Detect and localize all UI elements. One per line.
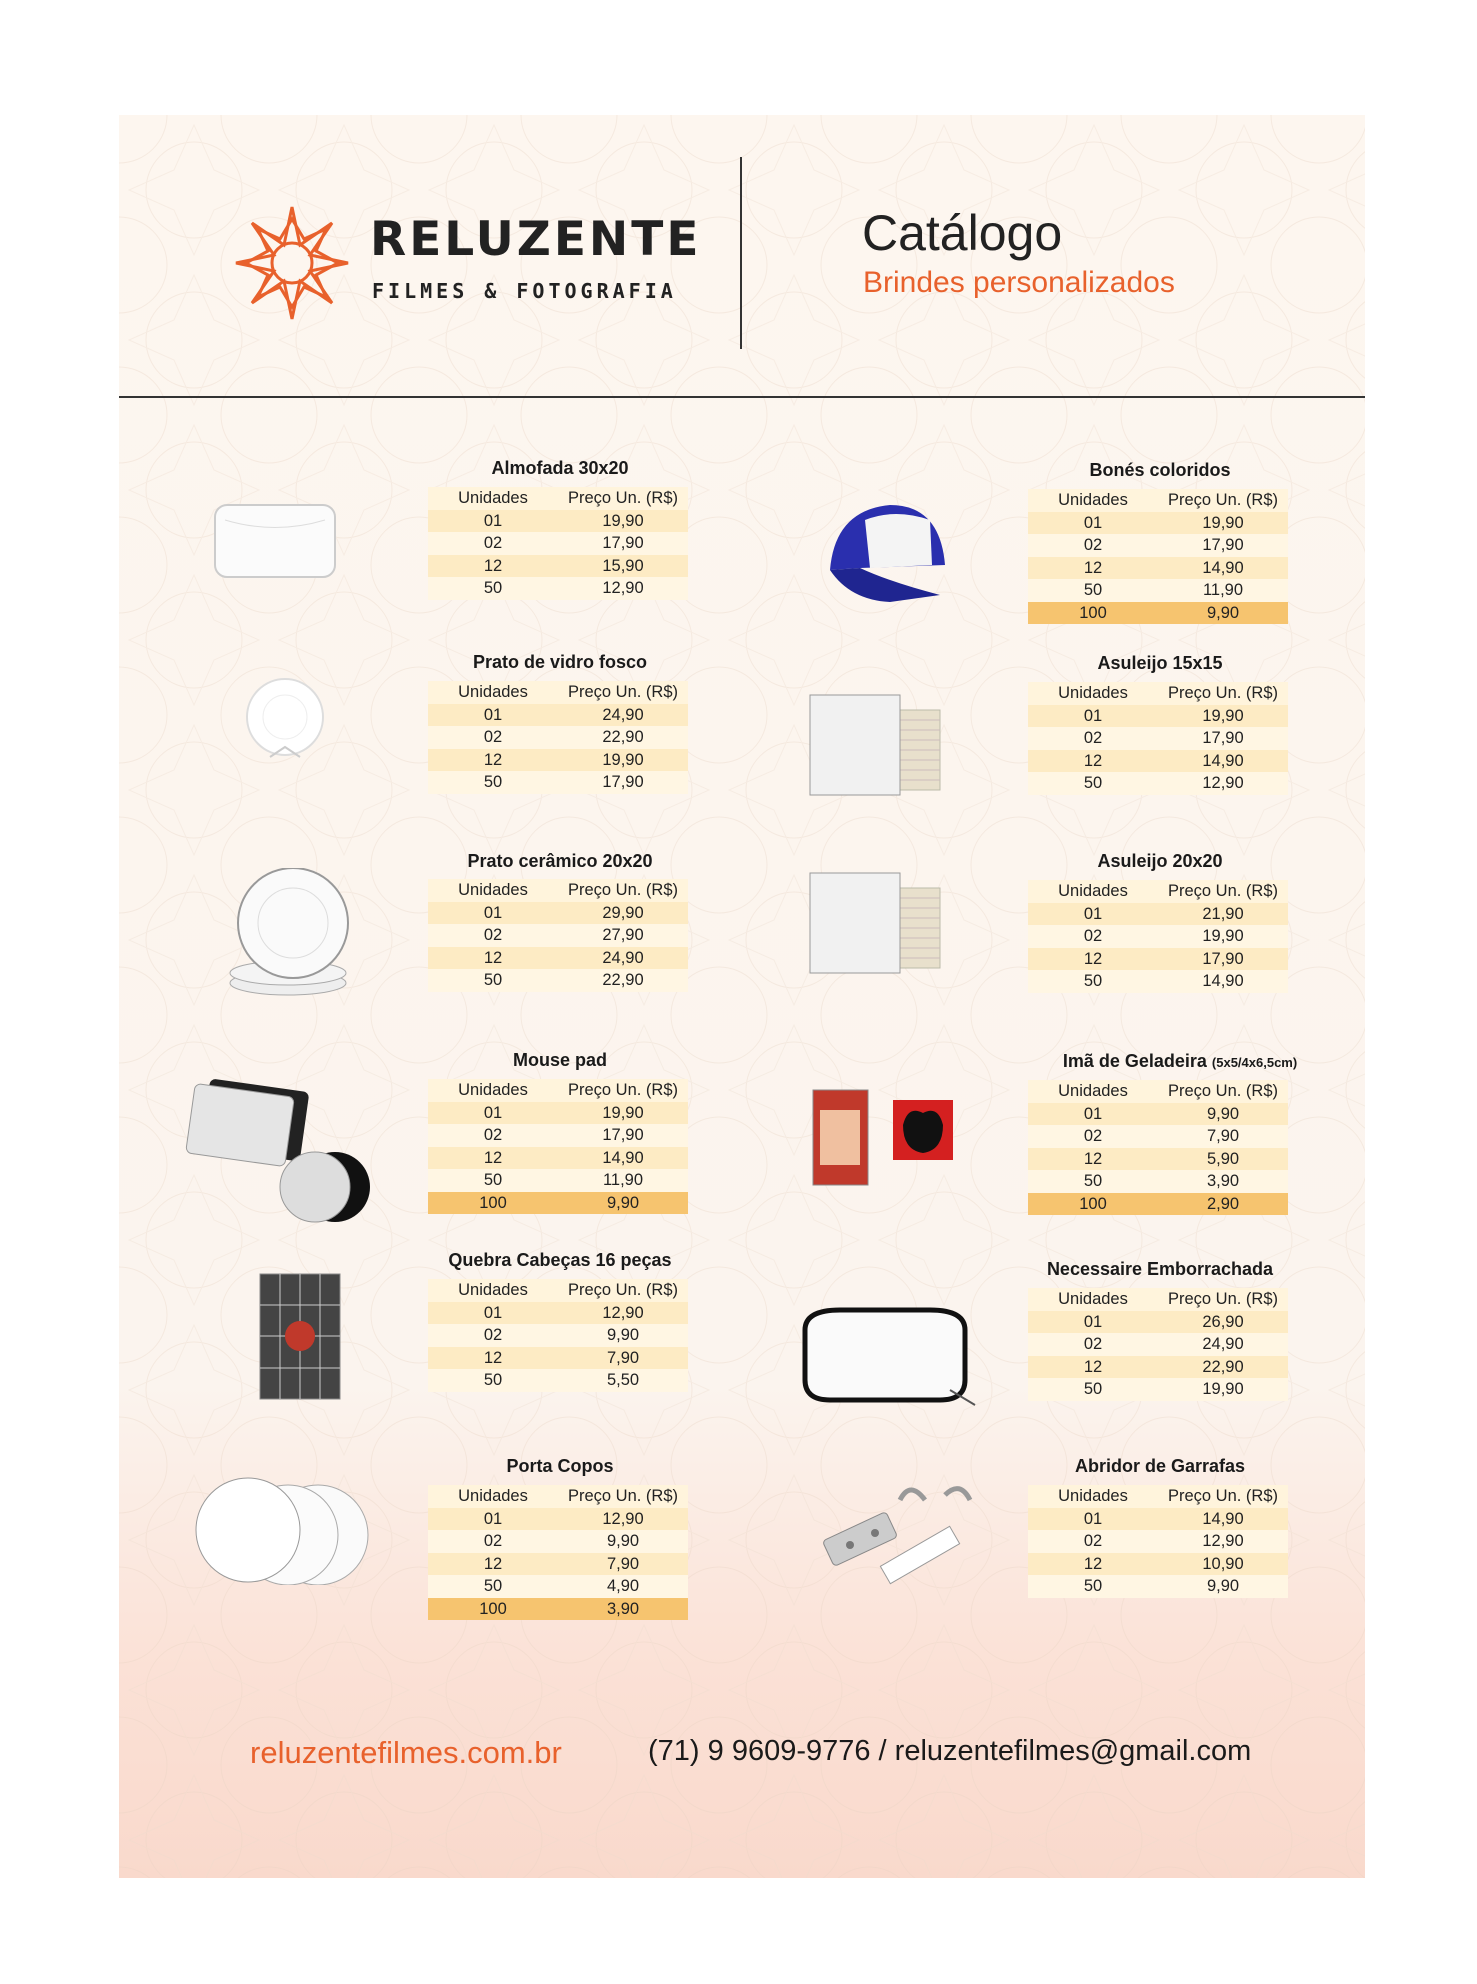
website-link[interactable]: reluzentefilmes.com.br bbox=[250, 1735, 562, 1770]
table-row bbox=[428, 1530, 688, 1553]
table-header-row bbox=[1028, 1080, 1288, 1103]
table-row bbox=[1028, 705, 1288, 728]
table-row bbox=[1028, 1125, 1288, 1148]
product-title bbox=[1050, 1051, 1310, 1072]
units-cell: 100 bbox=[1079, 1194, 1107, 1213]
price-cell: 14,90 bbox=[1202, 972, 1244, 990]
price-table bbox=[428, 1279, 688, 1392]
table-row bbox=[1028, 772, 1288, 795]
price-cell: 19,90 bbox=[1202, 1380, 1244, 1398]
product-title-text: Mouse pad bbox=[512, 1050, 607, 1070]
table-row bbox=[428, 1598, 688, 1621]
price-cell: 29,90 bbox=[602, 903, 644, 922]
units-header: Unidades bbox=[1058, 1290, 1128, 1308]
price-cell: 12,90 bbox=[602, 1509, 644, 1528]
table-header-row bbox=[428, 681, 688, 704]
page-subtitle: Brindes personalizados bbox=[863, 266, 1175, 299]
tile-image bbox=[805, 868, 955, 983]
units-cell: 02 bbox=[483, 1532, 503, 1550]
table-header-row bbox=[1028, 489, 1288, 512]
price-cell: 15,90 bbox=[602, 556, 644, 575]
units-cell: 12 bbox=[1083, 1357, 1103, 1376]
table-row bbox=[1028, 1508, 1288, 1531]
price-cell: 17,90 bbox=[1202, 949, 1244, 968]
pillow-image bbox=[205, 490, 345, 590]
product-title bbox=[430, 652, 690, 673]
table-row bbox=[1028, 1148, 1288, 1171]
units-cell: 50 bbox=[483, 579, 503, 597]
price-cell: 14,90 bbox=[1202, 558, 1244, 577]
table-row bbox=[1028, 1575, 1288, 1598]
units-cell: 01 bbox=[1083, 706, 1103, 725]
table-row bbox=[428, 1508, 688, 1531]
product-title bbox=[1030, 653, 1290, 674]
units-header: Unidades bbox=[1058, 684, 1128, 702]
units-header: Unidades bbox=[1058, 1082, 1128, 1100]
price-table bbox=[1028, 1080, 1288, 1215]
table-row bbox=[428, 1124, 688, 1147]
price-table bbox=[1028, 1485, 1288, 1598]
price-table bbox=[1028, 880, 1288, 993]
price-cell: 19,90 bbox=[1202, 706, 1244, 725]
section-divider bbox=[119, 396, 1365, 398]
units-header: Unidades bbox=[458, 881, 528, 899]
price-cell: 27,90 bbox=[602, 926, 644, 944]
units-cell: 100 bbox=[479, 1599, 507, 1618]
table-row bbox=[428, 726, 688, 749]
price-cell: 17,90 bbox=[602, 1126, 644, 1144]
table-row bbox=[1028, 970, 1288, 993]
product-title bbox=[1030, 1259, 1290, 1280]
price-table bbox=[1028, 682, 1288, 795]
coaster-image bbox=[188, 1475, 388, 1585]
price-cell: 17,90 bbox=[1202, 729, 1244, 747]
price-cell: 14,90 bbox=[602, 1148, 644, 1167]
price-header: Preço Un. (R$) bbox=[1167, 882, 1279, 900]
product-title-text: Quebra Cabeças 16 peças bbox=[448, 1250, 672, 1270]
table-row bbox=[1028, 512, 1288, 535]
table-row bbox=[428, 902, 688, 925]
price-header: Preço Un. (R$) bbox=[1167, 491, 1279, 509]
price-cell: 14,90 bbox=[1202, 751, 1244, 770]
price-cell: 17,90 bbox=[1202, 536, 1244, 554]
price-table bbox=[428, 681, 688, 794]
price-cell: 12,90 bbox=[1202, 774, 1244, 792]
units-cell: 50 bbox=[483, 1171, 503, 1189]
table-row bbox=[428, 1169, 688, 1192]
product-title bbox=[430, 1250, 690, 1271]
price-table bbox=[428, 1079, 688, 1214]
price-cell: 26,90 bbox=[1202, 1312, 1244, 1331]
units-cell: 50 bbox=[483, 1577, 503, 1595]
units-cell: 01 bbox=[483, 1303, 503, 1322]
units-header: Unidades bbox=[458, 683, 528, 701]
table-row bbox=[1028, 1311, 1288, 1334]
units-cell: 12 bbox=[483, 948, 503, 967]
table-row bbox=[428, 1575, 688, 1598]
units-cell: 12 bbox=[483, 1554, 503, 1573]
table-row bbox=[428, 1302, 688, 1325]
table-row bbox=[1028, 948, 1288, 971]
table-header-row bbox=[428, 1279, 688, 1302]
table-row bbox=[428, 1147, 688, 1170]
price-table bbox=[428, 1485, 688, 1620]
table-header-row bbox=[1028, 682, 1288, 705]
price-cell: 19,90 bbox=[602, 511, 644, 530]
price-cell: 24,90 bbox=[602, 705, 644, 724]
table-row bbox=[428, 1347, 688, 1370]
price-cell: 21,90 bbox=[1202, 904, 1244, 923]
cap-image bbox=[820, 490, 950, 610]
table-header-row bbox=[1028, 1288, 1288, 1311]
price-cell: 19,90 bbox=[602, 750, 644, 769]
price-cell: 12,90 bbox=[602, 1303, 644, 1322]
price-table bbox=[1028, 489, 1288, 624]
units-cell: 100 bbox=[479, 1193, 507, 1212]
product-title-text: Bonés coloridos bbox=[1089, 460, 1231, 480]
table-row bbox=[428, 577, 688, 600]
table-row bbox=[1028, 1170, 1288, 1193]
price-header: Preço Un. (R$) bbox=[1167, 684, 1279, 702]
table-row bbox=[428, 510, 688, 533]
units-cell: 50 bbox=[1083, 581, 1103, 599]
product-title bbox=[430, 851, 690, 872]
table-row bbox=[1028, 1378, 1288, 1401]
units-header: Unidades bbox=[1058, 882, 1128, 900]
table-row bbox=[1028, 925, 1288, 948]
price-header: Preço Un. (R$) bbox=[1167, 1290, 1279, 1308]
units-cell: 12 bbox=[483, 556, 503, 575]
mousepad-image bbox=[185, 1075, 385, 1225]
table-header-row bbox=[1028, 1485, 1288, 1508]
price-table bbox=[428, 879, 688, 992]
units-cell: 50 bbox=[483, 1371, 503, 1389]
price-header: Preço Un. (R$) bbox=[567, 1281, 679, 1299]
price-cell: 14,90 bbox=[1202, 1509, 1244, 1528]
table-row bbox=[1028, 1553, 1288, 1576]
table-row bbox=[1028, 750, 1288, 773]
units-header: Unidades bbox=[458, 1281, 528, 1299]
units-cell: 50 bbox=[1083, 1577, 1103, 1595]
table-row bbox=[428, 555, 688, 578]
product-title-text: Almofada 30x20 bbox=[491, 458, 629, 478]
table-row bbox=[428, 924, 688, 947]
product-title-text: Imã de Geladeira bbox=[1062, 1051, 1207, 1071]
price-cell: 10,90 bbox=[1202, 1554, 1244, 1573]
units-cell: 12 bbox=[1083, 949, 1103, 968]
price-cell: 11,90 bbox=[1202, 581, 1244, 599]
price-cell: 24,90 bbox=[602, 948, 644, 967]
table-row bbox=[428, 1369, 688, 1392]
table-row bbox=[1028, 557, 1288, 580]
price-cell: 2,90 bbox=[1206, 1194, 1240, 1213]
table-header-row bbox=[428, 1485, 688, 1508]
units-cell: 02 bbox=[483, 1326, 503, 1344]
product-title-text: Asuleijo 15x15 bbox=[1097, 653, 1223, 673]
units-cell: 50 bbox=[483, 773, 503, 791]
price-header: Preço Un. (R$) bbox=[567, 489, 679, 507]
price-header: Preço Un. (R$) bbox=[567, 1487, 679, 1505]
units-cell: 01 bbox=[1083, 1104, 1103, 1123]
table-row bbox=[428, 1324, 688, 1347]
table-row bbox=[428, 947, 688, 970]
units-cell: 02 bbox=[483, 1126, 503, 1144]
price-header: Preço Un. (R$) bbox=[567, 881, 679, 899]
table-header-row bbox=[428, 879, 688, 902]
product-title-text: Asuleijo 20x20 bbox=[1097, 851, 1223, 871]
price-header: Preço Un. (R$) bbox=[567, 1081, 679, 1099]
units-cell: 100 bbox=[1079, 603, 1107, 622]
units-header: Unidades bbox=[458, 1487, 528, 1505]
brand-subtitle: FILMES & FOTOGRAFIA bbox=[372, 279, 677, 303]
ceramic-plate-image bbox=[228, 868, 358, 998]
fridge-magnet-image bbox=[808, 1085, 958, 1195]
units-cell: 01 bbox=[483, 705, 503, 724]
bottle-opener-image bbox=[805, 1475, 980, 1590]
units-cell: 01 bbox=[483, 1103, 503, 1122]
price-cell: 3,90 bbox=[1206, 1172, 1240, 1190]
price-cell: 17,90 bbox=[602, 773, 644, 791]
units-cell: 02 bbox=[483, 926, 503, 944]
units-header: Unidades bbox=[1058, 1487, 1128, 1505]
units-cell: 12 bbox=[1083, 751, 1103, 770]
product-title-text: Prato cerâmico 20x20 bbox=[467, 851, 653, 871]
price-cell: 19,90 bbox=[1202, 927, 1244, 945]
table-row bbox=[428, 532, 688, 555]
price-cell: 7,90 bbox=[606, 1554, 640, 1573]
units-cell: 02 bbox=[1083, 1335, 1103, 1353]
price-cell: 19,90 bbox=[602, 1103, 644, 1122]
contact-info: (71) 9 9609-9776 / reluzentefilmes@gmail.com bbox=[648, 1735, 1252, 1767]
price-header: Preço Un. (R$) bbox=[567, 683, 679, 701]
units-cell: 01 bbox=[483, 903, 503, 922]
glass-plate-image bbox=[235, 672, 335, 772]
price-table bbox=[428, 487, 688, 600]
product-title bbox=[430, 458, 690, 479]
units-cell: 12 bbox=[1083, 558, 1103, 577]
price-cell: 24,90 bbox=[1202, 1335, 1244, 1353]
price-header: Preço Un. (R$) bbox=[1167, 1487, 1279, 1505]
table-row bbox=[428, 1102, 688, 1125]
units-cell: 02 bbox=[1083, 536, 1103, 554]
product-title bbox=[430, 1050, 690, 1071]
units-cell: 02 bbox=[483, 728, 503, 746]
product-title-text: Abridor de Garrafas bbox=[1074, 1456, 1246, 1476]
table-row bbox=[428, 771, 688, 794]
price-cell: 22,90 bbox=[602, 971, 644, 989]
units-cell: 01 bbox=[483, 1509, 503, 1528]
product-title-text: Necessaire Emborrachada bbox=[1046, 1259, 1274, 1279]
units-cell: 02 bbox=[1083, 1532, 1103, 1550]
units-header: Unidades bbox=[458, 489, 528, 507]
units-cell: 01 bbox=[1083, 513, 1103, 532]
units-cell: 50 bbox=[1083, 1172, 1103, 1190]
units-cell: 12 bbox=[483, 750, 503, 769]
table-row bbox=[428, 1553, 688, 1576]
table-row bbox=[1028, 579, 1288, 602]
header-divider bbox=[740, 157, 742, 349]
price-cell: 9,90 bbox=[1206, 1104, 1240, 1123]
price-cell: 3,90 bbox=[606, 1599, 640, 1618]
table-row bbox=[1028, 1530, 1288, 1553]
price-cell: 19,90 bbox=[1202, 513, 1244, 532]
price-cell: 22,90 bbox=[1202, 1357, 1244, 1376]
units-cell: 12 bbox=[1083, 1149, 1103, 1168]
units-cell: 02 bbox=[1083, 927, 1103, 945]
units-cell: 02 bbox=[1083, 729, 1103, 747]
product-title bbox=[1030, 1456, 1290, 1477]
price-cell: 12,90 bbox=[1202, 1532, 1244, 1550]
table-header-row bbox=[428, 487, 688, 510]
table-row bbox=[428, 749, 688, 772]
price-cell: 5,50 bbox=[606, 1371, 640, 1389]
units-cell: 12 bbox=[1083, 1554, 1103, 1573]
table-header-row bbox=[1028, 880, 1288, 903]
product-title-text: Prato de vidro fosco bbox=[472, 652, 648, 672]
price-cell: 7,90 bbox=[1206, 1127, 1240, 1145]
price-cell: 17,90 bbox=[602, 534, 644, 552]
units-cell: 01 bbox=[483, 511, 503, 530]
price-cell: 9,90 bbox=[606, 1532, 640, 1550]
price-table bbox=[1028, 1288, 1288, 1401]
price-cell: 9,90 bbox=[606, 1326, 640, 1344]
price-cell: 4,90 bbox=[606, 1577, 640, 1595]
table-row bbox=[1028, 727, 1288, 750]
units-cell: 12 bbox=[483, 1348, 503, 1367]
table-row bbox=[428, 704, 688, 727]
table-row bbox=[1028, 903, 1288, 926]
price-cell: 7,90 bbox=[606, 1348, 640, 1367]
price-cell: 5,90 bbox=[1206, 1149, 1240, 1168]
units-cell: 50 bbox=[1083, 1380, 1103, 1398]
table-row bbox=[428, 1192, 688, 1215]
table-row bbox=[1028, 1356, 1288, 1379]
price-cell: 9,90 bbox=[1206, 603, 1240, 622]
units-cell: 02 bbox=[483, 534, 503, 552]
price-cell: 9,90 bbox=[1206, 1577, 1240, 1595]
table-row bbox=[1028, 1193, 1288, 1216]
product-title-note: (5x5/4x6,5cm) bbox=[1211, 1055, 1298, 1070]
brand-name: RELUZENTE bbox=[370, 212, 702, 267]
units-cell: 12 bbox=[483, 1148, 503, 1167]
units-cell: 50 bbox=[1083, 774, 1103, 792]
price-cell: 9,90 bbox=[606, 1193, 640, 1212]
product-title-text: Porta Copos bbox=[506, 1456, 614, 1476]
table-header-row bbox=[428, 1079, 688, 1102]
units-header: Unidades bbox=[458, 1081, 528, 1099]
units-header: Unidades bbox=[1058, 491, 1128, 509]
table-row bbox=[428, 969, 688, 992]
puzzle-image bbox=[258, 1272, 343, 1402]
pouch-image bbox=[790, 1300, 980, 1410]
product-title bbox=[1030, 460, 1290, 481]
table-row bbox=[1028, 602, 1288, 625]
table-row bbox=[1028, 1333, 1288, 1356]
price-cell: 11,90 bbox=[602, 1171, 644, 1189]
table-row bbox=[1028, 534, 1288, 557]
units-cell: 50 bbox=[1083, 972, 1103, 990]
sun-logo-icon bbox=[234, 205, 350, 321]
units-cell: 50 bbox=[483, 971, 503, 989]
page-title: Catálogo bbox=[862, 205, 1063, 261]
product-title bbox=[1030, 851, 1290, 872]
units-cell: 01 bbox=[1083, 1312, 1103, 1331]
units-cell: 01 bbox=[1083, 1509, 1103, 1528]
units-cell: 01 bbox=[1083, 904, 1103, 923]
price-cell: 22,90 bbox=[602, 728, 644, 746]
price-header: Preço Un. (R$) bbox=[1167, 1082, 1279, 1100]
units-cell: 02 bbox=[1083, 1127, 1103, 1145]
tile-image bbox=[805, 690, 945, 805]
table-row bbox=[1028, 1103, 1288, 1126]
price-cell: 12,90 bbox=[602, 579, 644, 597]
product-title bbox=[430, 1456, 690, 1477]
